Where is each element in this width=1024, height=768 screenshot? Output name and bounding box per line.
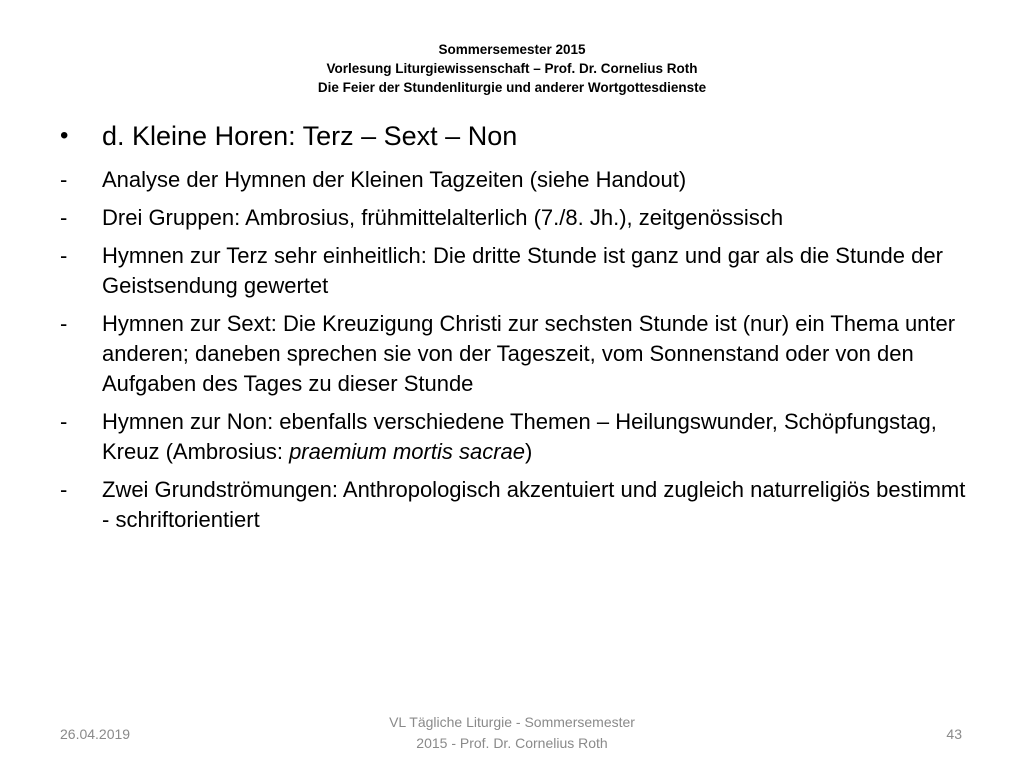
bullet-icon: • [60, 122, 69, 149]
list-item-text: Hymnen zur Terz sehr einheitlich: Die dritte Stunde ist ganz und gar als die Stunde der Geistsendung gewertet [102, 243, 943, 298]
list-item-text-before: Hymnen zur Non: ebenfalls verschiedene Themen – Heilungswunder, Schöpfungstag, Kreuz (Ambrosius: [102, 409, 937, 464]
dash-marker: - [60, 409, 68, 434]
list-item-text-after: ) [525, 439, 533, 464]
list-item [58, 309, 978, 399]
list-item-text: Drei Gruppen: Ambrosius, frühmittelalterlich (7./8. Jh.), zeitgenössisch [102, 205, 784, 230]
slide-content [58, 117, 978, 543]
slide-footer [0, 712, 1024, 756]
list-item-text: Hymnen zur Sext: Die Kreuzigung Christi zur sechsten Stunde ist (nur) ein Thema unter anderen; daneben sprechen sie von der Tageszeit, vom Sonnenstand oder von den Aufgaben des Tages zu dieser Stunde [102, 311, 956, 396]
slide-number: 43 [946, 726, 962, 742]
list-item [58, 165, 978, 195]
dash-marker: - [60, 205, 68, 230]
slide-header [0, 40, 1024, 97]
list-item-text: Analyse der Hymnen der Kleinen Tagzeiten (siehe Handout) [102, 167, 687, 192]
list-item [58, 475, 978, 535]
footer-title-line1: VL Tägliche Liturgie - Sommersemester [389, 714, 635, 730]
footer-date: 26.04.2019 [60, 726, 131, 742]
footer-title-line2: 2015 - Prof. Dr. Cornelius Roth [416, 735, 608, 751]
latin-quote: praemium mortis sacrae [289, 439, 526, 464]
footer-title [362, 712, 662, 754]
dash-marker: - [60, 477, 68, 502]
list-item [58, 203, 978, 233]
list-item-text [102, 407, 978, 467]
header-semester: Sommersemester 2015 [438, 42, 586, 57]
header-lecture: Vorlesung Liturgiewissenschaft – Prof. Dr. Cornelius Roth [326, 61, 698, 76]
list-item-text: Zwei Grundströmungen: Anthropologisch akzentuiert und zugleich naturreligiös bestimmt - schriftorientiert [102, 477, 966, 532]
list-item [58, 407, 978, 467]
section-heading [58, 117, 978, 155]
section-heading-text: d. Kleine Horen: Terz – Sext – Non [102, 121, 518, 151]
dash-marker: - [60, 311, 68, 336]
dash-marker: - [60, 167, 68, 192]
header-topic: Die Feier der Stundenliturgie und anderer Wortgottesdienste [317, 80, 707, 95]
dash-marker: - [60, 243, 68, 268]
list-item [58, 241, 978, 301]
